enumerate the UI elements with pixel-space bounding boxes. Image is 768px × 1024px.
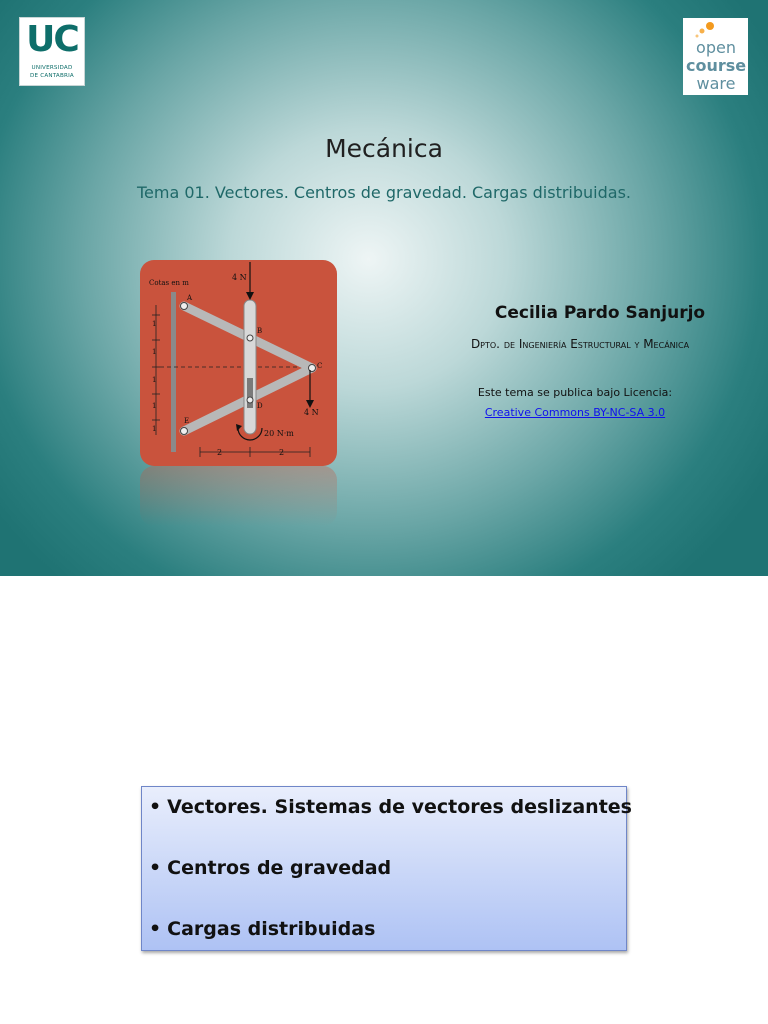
ocw-logo <box>683 18 748 95</box>
moment-label: 20 N·m <box>264 429 294 438</box>
point-d-label: D <box>257 402 263 410</box>
tick-label-3: 1 <box>152 376 157 384</box>
university-logo-initials: UC <box>26 19 78 60</box>
bullet-icon: • <box>149 918 162 940</box>
mechanism-figure <box>140 260 337 466</box>
dim-left-label: 2 <box>217 448 223 457</box>
point-a-label: A <box>187 294 193 302</box>
university-logo-line1: UNIVERSIDAD <box>31 65 73 71</box>
university-logo-line2: DE CANTABRIA <box>30 73 74 79</box>
topic-label: Vectores. Sistemas de vectores deslizantes <box>167 796 632 818</box>
tick-label-2: 1 <box>152 348 157 356</box>
units-label: Cotas en m <box>149 279 189 287</box>
topic-label: Centros de gravedad <box>167 857 392 879</box>
wall-support <box>171 292 176 452</box>
bullet-icon: • <box>149 796 162 818</box>
tick-label-1: 1 <box>152 320 157 328</box>
topic-item <box>149 918 375 940</box>
force-right-label: 4 N <box>304 408 319 417</box>
slotted-bar <box>244 300 256 434</box>
tick-label-4: 1 <box>152 402 157 410</box>
force-top-label: 4 N <box>232 273 247 282</box>
point-c-label: C <box>317 362 323 370</box>
department-name: Dpto. de Ingeniería Estructural y Mecánica <box>470 337 690 351</box>
ocw-dots-icon <box>683 18 748 40</box>
mechanism-diagram <box>140 260 337 466</box>
ocw-logo-line3: ware <box>696 74 736 93</box>
topic-item <box>149 796 632 818</box>
bullet-icon: • <box>149 857 162 879</box>
university-logo <box>19 17 85 86</box>
point-b-label: B <box>257 327 263 335</box>
license-link[interactable]: Creative Commons BY-NC-SA 3.0 <box>484 406 666 419</box>
figure-reflection <box>140 466 337 526</box>
license-text: Este tema se publica bajo Licencia: <box>477 386 673 399</box>
slide-subtitle: Tema 01. Vectores. Centros de gravedad. Cargas distribuidas. <box>137 183 631 202</box>
point-e-label: E <box>184 417 190 425</box>
tick-label-5: 1 <box>152 425 157 433</box>
dim-right-label: 2 <box>279 448 285 457</box>
author-name: Cecilia Pardo Sanjurjo <box>494 303 706 323</box>
slide-title: Mecánica <box>325 134 443 163</box>
ocw-logo-line2: course <box>686 56 747 75</box>
ocw-logo-line1: open <box>696 38 736 57</box>
topic-item <box>149 857 391 879</box>
topics-box <box>141 786 632 951</box>
topic-label: Cargas distribuidas <box>167 918 376 940</box>
